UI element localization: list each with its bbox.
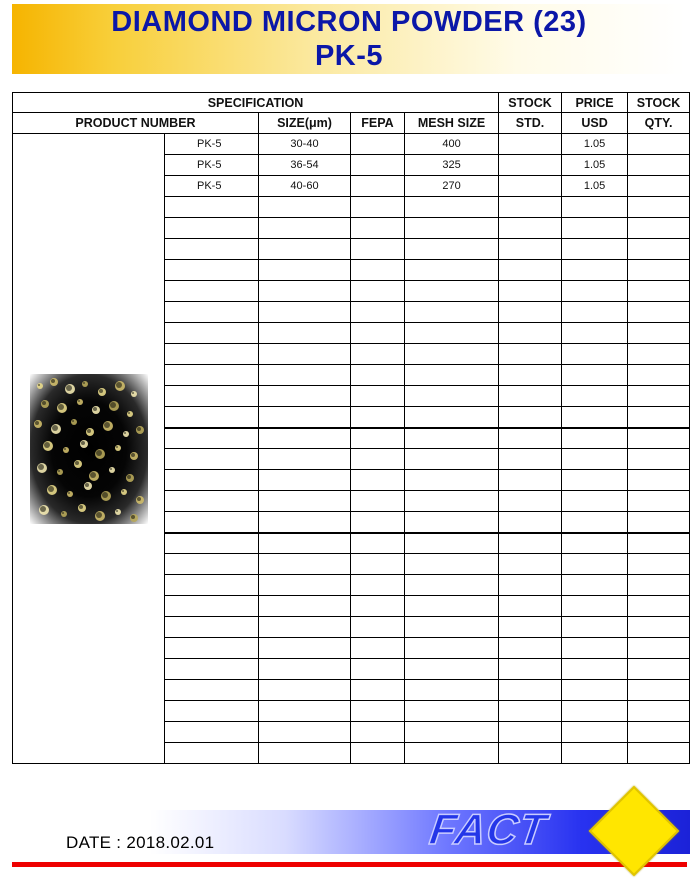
cell-size (259, 659, 351, 680)
cell-stock-qty (628, 281, 690, 302)
cell-stock-std (499, 491, 562, 512)
cell-mesh (405, 596, 499, 617)
cell-fepa (351, 197, 405, 218)
cell-stock-qty (628, 155, 690, 176)
cell-stock-std (499, 743, 562, 764)
cell-mesh (405, 197, 499, 218)
cell-product (165, 323, 259, 344)
cell-size (259, 722, 351, 743)
cell-size (259, 596, 351, 617)
cell-fepa (351, 449, 405, 470)
cell-price (562, 302, 628, 323)
cell-fepa (351, 386, 405, 407)
cell-size (259, 197, 351, 218)
cell-size (259, 617, 351, 638)
cell-mesh (405, 533, 499, 554)
cell-stock-qty (628, 323, 690, 344)
cell-mesh (405, 701, 499, 722)
product-number-header: PRODUCT NUMBER (13, 113, 259, 134)
cell-stock-qty (628, 554, 690, 575)
cell-size (259, 239, 351, 260)
cell-stock-qty (628, 197, 690, 218)
cell-mesh (405, 638, 499, 659)
cell-stock-std (499, 218, 562, 239)
cell-size (259, 281, 351, 302)
cell-mesh (405, 281, 499, 302)
cell-product (165, 365, 259, 386)
cell-fepa (351, 680, 405, 701)
cell-stock-std (499, 281, 562, 302)
cell-price (562, 596, 628, 617)
cell-product (165, 470, 259, 491)
cell-stock-std (499, 722, 562, 743)
cell-mesh (405, 344, 499, 365)
cell-mesh (405, 323, 499, 344)
cell-mesh (405, 470, 499, 491)
cell-fepa (351, 596, 405, 617)
cell-mesh (405, 218, 499, 239)
cell-mesh (405, 554, 499, 575)
cell-fepa (351, 281, 405, 302)
cell-size (259, 365, 351, 386)
cell-stock-std (499, 512, 562, 533)
cell-fepa (351, 239, 405, 260)
cell-price (562, 197, 628, 218)
cell-price (562, 323, 628, 344)
cell-stock-qty (628, 344, 690, 365)
cell-stock-std (499, 596, 562, 617)
cell-size (259, 512, 351, 533)
cell-stock-qty (628, 260, 690, 281)
cell-price: 1.05 (562, 155, 628, 176)
cell-mesh (405, 617, 499, 638)
cell-size: 30-40 (259, 134, 351, 155)
cell-fepa (351, 659, 405, 680)
cell-product (165, 428, 259, 449)
cell-product (165, 281, 259, 302)
cell-stock-qty (628, 722, 690, 743)
cell-price (562, 701, 628, 722)
specification-header: SPECIFICATION (13, 93, 499, 113)
cell-price (562, 365, 628, 386)
cell-fepa (351, 470, 405, 491)
cell-mesh: 270 (405, 176, 499, 197)
cell-stock-std (499, 554, 562, 575)
cell-price: 1.05 (562, 176, 628, 197)
cell-product (165, 596, 259, 617)
cell-fepa (351, 428, 405, 449)
cell-price (562, 344, 628, 365)
cell-fepa (351, 533, 405, 554)
cell-fepa (351, 638, 405, 659)
cell-fepa (351, 344, 405, 365)
cell-price (562, 386, 628, 407)
cell-stock-std (499, 449, 562, 470)
cell-product (165, 218, 259, 239)
cell-fepa (351, 617, 405, 638)
cell-size (259, 470, 351, 491)
stock-std-header-top: STOCK (499, 93, 562, 113)
cell-stock-std (499, 323, 562, 344)
cell-price (562, 239, 628, 260)
cell-size (259, 575, 351, 596)
price-header-top: PRICE (562, 93, 628, 113)
cell-stock-qty (628, 533, 690, 554)
cell-fepa (351, 701, 405, 722)
cell-fepa (351, 176, 405, 197)
cell-stock-qty (628, 134, 690, 155)
cell-size: 40-60 (259, 176, 351, 197)
cell-mesh (405, 302, 499, 323)
cell-size (259, 701, 351, 722)
cell-stock-std (499, 575, 562, 596)
cell-price (562, 449, 628, 470)
cell-stock-std (499, 638, 562, 659)
product-image-cell (13, 134, 165, 764)
cell-stock-std (499, 701, 562, 722)
cell-stock-qty (628, 743, 690, 764)
cell-fepa (351, 491, 405, 512)
cell-stock-std (499, 176, 562, 197)
cell-product (165, 722, 259, 743)
cell-product (165, 197, 259, 218)
cell-product: PK-5 (165, 134, 259, 155)
cell-stock-std (499, 260, 562, 281)
cell-product: PK-5 (165, 155, 259, 176)
cell-product (165, 407, 259, 428)
cell-fepa (351, 575, 405, 596)
cell-size (259, 680, 351, 701)
cell-product (165, 617, 259, 638)
cell-size (259, 554, 351, 575)
cell-stock-qty (628, 701, 690, 722)
cell-mesh (405, 680, 499, 701)
cell-stock-std (499, 344, 562, 365)
cell-fepa (351, 323, 405, 344)
cell-mesh (405, 512, 499, 533)
cell-size (259, 491, 351, 512)
cell-stock-std (499, 386, 562, 407)
cell-stock-std (499, 428, 562, 449)
cell-stock-qty (628, 596, 690, 617)
cell-product (165, 743, 259, 764)
cell-mesh (405, 386, 499, 407)
cell-product (165, 302, 259, 323)
cell-product (165, 449, 259, 470)
cell-price (562, 533, 628, 554)
cell-product (165, 575, 259, 596)
cell-size (259, 344, 351, 365)
cell-size (259, 533, 351, 554)
cell-product (165, 344, 259, 365)
cell-stock-std (499, 407, 562, 428)
cell-mesh (405, 722, 499, 743)
spec-table (12, 92, 690, 764)
cell-fepa (351, 407, 405, 428)
cell-fepa (351, 512, 405, 533)
cell-stock-qty (628, 575, 690, 596)
size-header: SIZE(μm) (259, 113, 351, 134)
cell-product (165, 659, 259, 680)
cell-stock-std (499, 617, 562, 638)
cell-stock-qty (628, 407, 690, 428)
cell-price (562, 659, 628, 680)
price-usd-header: USD (562, 113, 628, 134)
cell-mesh (405, 659, 499, 680)
cell-fepa (351, 722, 405, 743)
cell-fepa (351, 155, 405, 176)
cell-size (259, 260, 351, 281)
fepa-header: FEPA (351, 113, 405, 134)
cell-product (165, 638, 259, 659)
cell-stock-qty (628, 470, 690, 491)
page-title: DIAMOND MICRON POWDER (23) (111, 6, 587, 38)
stock-std-header: STD. (499, 113, 562, 134)
cell-size (259, 743, 351, 764)
cell-stock-std (499, 659, 562, 680)
cell-size: 36-54 (259, 155, 351, 176)
cell-fepa (351, 134, 405, 155)
cell-stock-qty (628, 428, 690, 449)
cell-stock-std (499, 470, 562, 491)
cell-mesh (405, 260, 499, 281)
cell-mesh (405, 449, 499, 470)
stock-qty-header-top: STOCK (628, 93, 690, 113)
cell-stock-std (499, 197, 562, 218)
cell-product (165, 512, 259, 533)
table-row (13, 134, 690, 155)
page-subtitle: PK-5 (314, 40, 384, 72)
cell-stock-std (499, 155, 562, 176)
mesh-size-header: MESH SIZE (405, 113, 499, 134)
cell-product (165, 239, 259, 260)
cell-stock-qty (628, 512, 690, 533)
cell-mesh: 400 (405, 134, 499, 155)
cell-mesh (405, 239, 499, 260)
cell-fepa (351, 218, 405, 239)
cell-price (562, 218, 628, 239)
cell-size (259, 638, 351, 659)
brand-logo: FACT (426, 806, 550, 854)
cell-price: 1.05 (562, 134, 628, 155)
cell-size (259, 323, 351, 344)
cell-stock-std (499, 533, 562, 554)
cell-mesh (405, 743, 499, 764)
cell-size (259, 218, 351, 239)
cell-price (562, 491, 628, 512)
stock-qty-header: QTY. (628, 113, 690, 134)
cell-mesh (405, 428, 499, 449)
cell-stock-std (499, 239, 562, 260)
cell-stock-qty (628, 638, 690, 659)
cell-price (562, 722, 628, 743)
cell-product (165, 701, 259, 722)
cell-mesh (405, 575, 499, 596)
cell-stock-qty (628, 239, 690, 260)
cell-stock-std (499, 680, 562, 701)
footer-divider (12, 862, 687, 867)
diamond-powder-photo (30, 374, 148, 524)
date-label: DATE : 2018.02.01 (66, 833, 215, 852)
cell-fepa (351, 365, 405, 386)
cell-stock-qty (628, 617, 690, 638)
cell-price (562, 260, 628, 281)
cell-price (562, 743, 628, 764)
cell-size (259, 407, 351, 428)
cell-price (562, 512, 628, 533)
cell-price (562, 554, 628, 575)
cell-stock-qty (628, 218, 690, 239)
cell-fepa (351, 743, 405, 764)
cell-stock-std (499, 302, 562, 323)
cell-product: PK-5 (165, 176, 259, 197)
cell-fepa (351, 260, 405, 281)
cell-stock-qty (628, 491, 690, 512)
cell-fepa (351, 302, 405, 323)
cell-price (562, 407, 628, 428)
cell-size (259, 449, 351, 470)
cell-stock-qty (628, 449, 690, 470)
cell-price (562, 638, 628, 659)
cell-product (165, 491, 259, 512)
cell-mesh (405, 407, 499, 428)
cell-price (562, 470, 628, 491)
cell-stock-qty (628, 176, 690, 197)
cell-mesh (405, 491, 499, 512)
cell-product (165, 260, 259, 281)
cell-product (165, 386, 259, 407)
cell-price (562, 428, 628, 449)
cell-stock-qty (628, 302, 690, 323)
cell-size (259, 428, 351, 449)
cell-price (562, 680, 628, 701)
cell-stock-qty (628, 680, 690, 701)
cell-stock-std (499, 134, 562, 155)
cell-stock-std (499, 365, 562, 386)
cell-product (165, 554, 259, 575)
cell-price (562, 617, 628, 638)
cell-mesh (405, 365, 499, 386)
cell-product (165, 680, 259, 701)
cell-price (562, 281, 628, 302)
cell-stock-qty (628, 386, 690, 407)
cell-mesh: 325 (405, 155, 499, 176)
cell-size (259, 386, 351, 407)
cell-size (259, 302, 351, 323)
cell-fepa (351, 554, 405, 575)
cell-stock-qty (628, 365, 690, 386)
cell-stock-qty (628, 659, 690, 680)
cell-product (165, 533, 259, 554)
cell-price (562, 575, 628, 596)
